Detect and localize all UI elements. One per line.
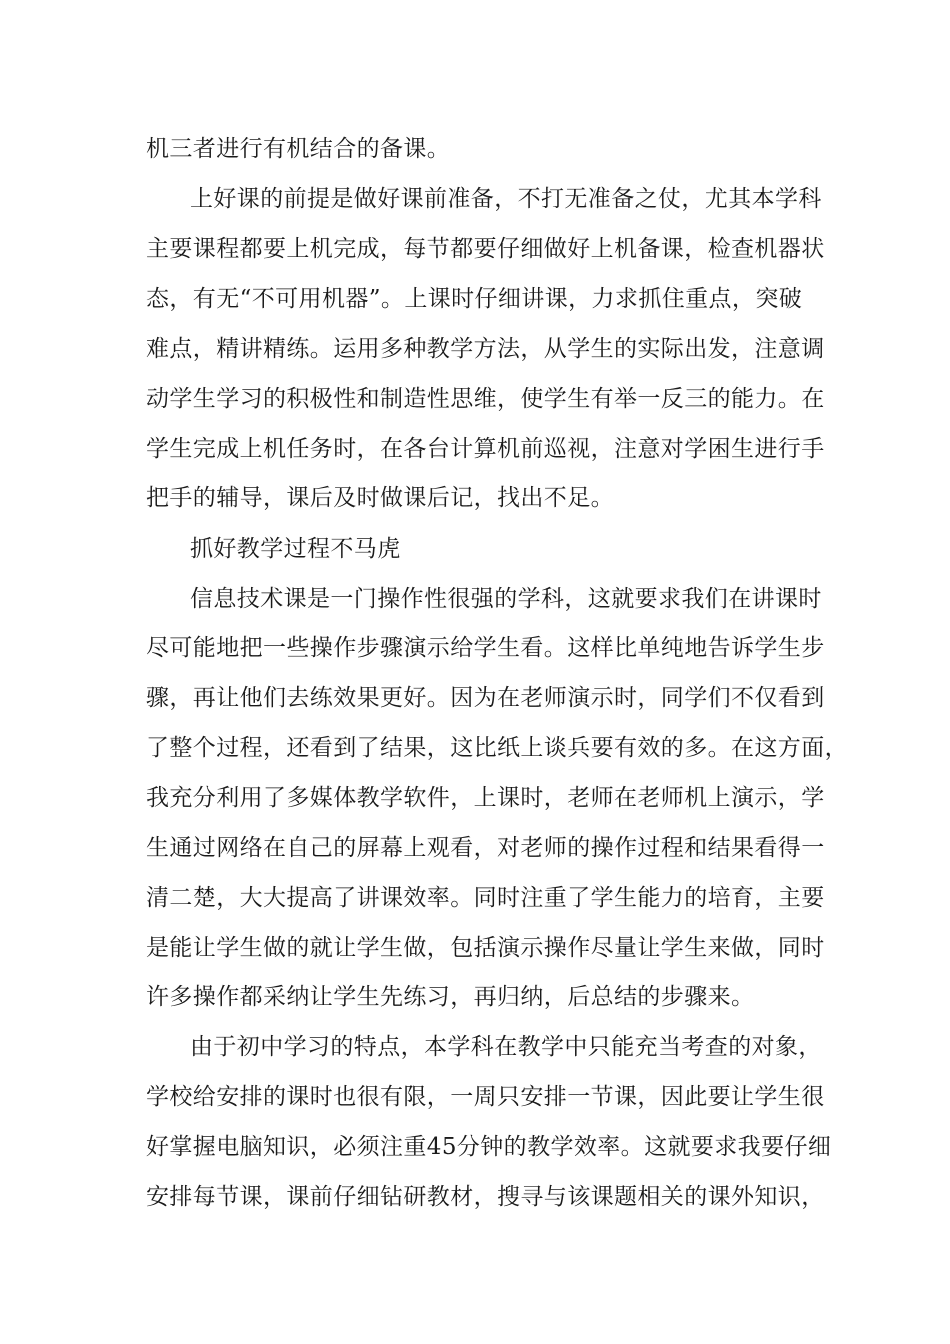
text-line: 好掌握电脑知识，必须注重45分钟的教学效率。这就要求我要仔细 [146,1134,832,1160]
text-line: 难点，精讲精练。运用多种教学方法，从学生的实际出发，注意调 [146,336,825,362]
text-line: 信息技术课是一门操作性很强的学科，这就要求我们在讲课时 [190,586,822,612]
text-line: 动学生学习的积极性和制造性思维，使学生有举一反三的能力。在 [146,386,825,412]
text-line: 生通过网络在自己的屏幕上观看，对老师的操作过程和结果看得一 [146,835,825,861]
text-line: 许多操作都采纳让学生先练习，再归纳，后总结的步骤来。 [146,984,755,1010]
text-line: 骤，再让他们去练效果更好。因为在老师演示时，同学们不仅看到 [146,685,825,711]
text-line: 上好课的前提是做好课前准备，不打无准备之仗，尤其本学科 [190,186,822,212]
text-line: 机三者进行有机结合的备课。 [146,136,451,162]
text-line: 清二楚，大大提高了讲课效率。同时注重了学生能力的培育，主要 [146,885,825,911]
text-line: 尽可能地把一些操作步骤演示给学生看。这样比单纯地告诉学生步 [146,635,825,661]
text-line: 主要课程都要上机完成，每节都要仔细做好上机备课，检查机器状 [146,236,825,262]
text-line: 我充分利用了多媒体教学软件，上课时，老师在老师机上演示，学 [146,785,825,811]
text-line: 由于初中学习的特点，本学科在教学中只能充当考查的对象， [190,1034,822,1060]
text-line: 态，有无“不可用机器”。上课时仔细讲课，力求抓住重点，突破 [146,286,803,312]
text-line: 学生完成上机任务时，在各台计算机前巡视，注意对学困生进行手 [146,436,825,462]
text-line: 把手的辅导，课后及时做课后记，找出不足。 [146,485,614,511]
text-line: 了整个过程，还看到了结果，这比纸上谈兵要有效的多。在这方面， [146,735,848,761]
text-line: 学校给安排的课时也很有限，一周只安排一节课，因此要让学生很 [146,1084,825,1110]
text-line: 安排每节课，课前仔细钻研教材，搜寻与该课题相关的课外知识， [146,1184,825,1210]
section-heading: 抓好教学过程不马虎 [190,536,401,562]
text-line: 是能让学生做的就让学生做，包括演示操作尽量让学生来做，同时 [146,935,825,961]
